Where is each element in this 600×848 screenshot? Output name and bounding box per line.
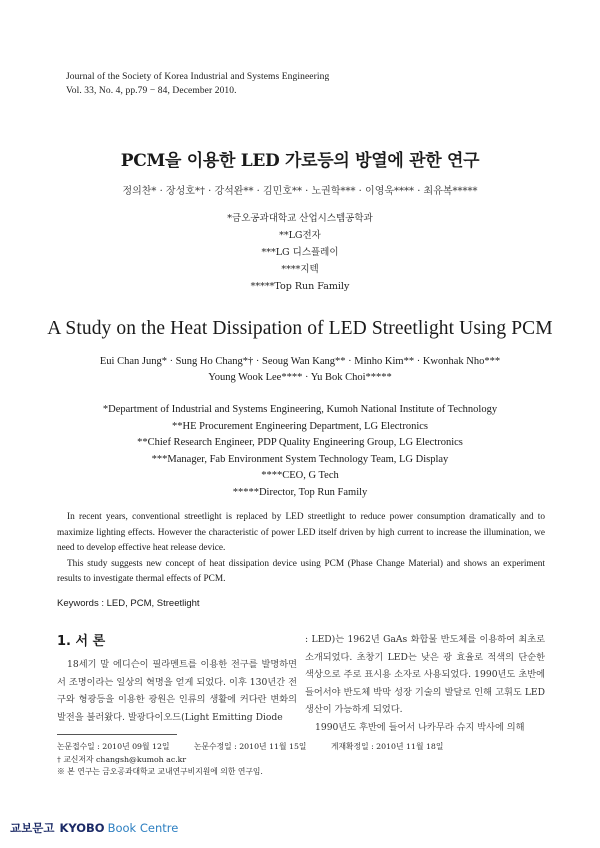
- received-date: 논문접수일 : 2010년 09월 12일: [57, 742, 170, 751]
- logo-kyobo: KYOBO: [59, 821, 105, 835]
- accepted-date: 게재확정일 : 2010년 11월 18일: [330, 742, 444, 751]
- english-affiliation: *****Director, Top Run Family: [232, 486, 368, 498]
- english-authors: [0, 354, 600, 386]
- revised-date: 논문수정일 : 2010년 11월 15일: [193, 742, 307, 751]
- english-affiliation: ***Manager, Fab Environment System Technology Team, LG Display: [151, 453, 449, 465]
- english-title: A Study on the Heat Dissipation of LED Streetlight Using PCM: [47, 318, 553, 339]
- english-affiliation: **HE Procurement Engineering Department, LG Electronics: [172, 420, 428, 432]
- footnotes: [57, 741, 465, 779]
- english-affiliation: ****CEO, G Tech: [261, 470, 339, 481]
- english-affiliations: [0, 402, 600, 501]
- body-paragraph: : LED)는 1962년 GaAs 화합물 반도체를 이용하여 최초로 소개되었다. 초창기 LED는 낮은 광 효율로 적색의 단순한 색상으로 주로 표시용 소자로 사용되었다. 1990년도 초반에 들어서야 반도체 박막 성장 기술의 발달로 인해 고휘도 LED 생산이 가능하게 되었다.: [305, 634, 545, 715]
- english-affiliation: **Chief Research Engineer, PDP Quality Engineering Group, LG Electronics: [137, 437, 463, 448]
- korean-affiliations: [0, 210, 600, 295]
- korean-affiliation: ***LG 디스플레이: [261, 247, 339, 258]
- body-paragraph: 18세기 말 에디슨이 필라멘트를 이용한 전구를 발명하면서 조명이라는 일상의 혁명을 얻게 되었다. 이후 130년간 전구와 형광등을 이용한 광원은 인류의 생활에 커다란 변화의 발전을 불러왔다. 발광다이오드(Light Emitting Diode: [57, 659, 297, 723]
- keywords: [57, 598, 200, 609]
- journal-name: Journal of the Society of Korea Industrial and Systems Engineering: [66, 72, 330, 82]
- publisher-logo: [10, 820, 178, 836]
- korean-affiliation: *금오공과대학교 산업시스템공학과: [227, 213, 373, 224]
- body-column-left: [57, 656, 297, 726]
- english-affiliation: *Department of Industrial and Systems Engineering, Kumoh National Institute of Technology: [102, 404, 498, 415]
- keywords-label: Keywords: [57, 598, 99, 609]
- journal-volume: Vol. 33, No. 4, pp.79 − 84, December 2010.: [66, 86, 237, 96]
- abstract-paragraph: In recent years, conventional streetlight is replaced by LED streetlight to reduce power consumption dramatically and to maximize lighting effects. However the characteristic of power LED itself driven by high current to increase the illumination, we need to develop effective heat release device.: [57, 512, 545, 553]
- abstract-paragraph: This study suggests new concept of heat dissipation device using PCM (Phase Change Material) and shows an experiment results to investigate thermal effects of PCM.: [57, 558, 545, 584]
- logo-korean: 교보문고: [10, 821, 55, 835]
- footnote-divider: [57, 734, 177, 735]
- journal-header: [66, 70, 329, 98]
- section-heading: 1. 서 론: [57, 634, 106, 649]
- korean-title: PCM을 이용한 LED 가로등의 방열에 관한 연구: [120, 151, 480, 171]
- korean-affiliation: **LG전자: [279, 230, 321, 241]
- funding-note: ※ 본 연구는 금오공과대학교 교내연구비지원에 의한 연구임.: [57, 767, 263, 776]
- body-column-right: [305, 631, 545, 736]
- body-paragraph: 1990년도 후반에 들어서 나카무라 슈지 박사에 의해: [315, 721, 525, 733]
- korean-affiliation: *****Top Run Family: [250, 281, 350, 292]
- korean-affiliation: ****지텍: [281, 264, 319, 275]
- keywords-value: : LED, PCM, Streetlight: [101, 598, 200, 609]
- korean-authors: 정의찬* · 장성호*† · 강석완** · 김민호** · 노권학*** · 이영욱**** · 최유복*****: [122, 186, 478, 197]
- corresponding-author: † 교신저자 changsh@kumoh ac.kr: [57, 754, 187, 764]
- english-authors-line: Eui Chan Jung* · Sung Ho Chang*† · Seoug Wan Kang** · Minho Kim** · Kwonhak Nho***: [99, 356, 501, 367]
- english-authors-line: Young Wook Lee**** · Yu Bok Choi*****: [208, 372, 392, 383]
- logo-book-centre: Book Centre: [107, 821, 179, 835]
- abstract: [57, 510, 545, 588]
- submission-dates: [57, 741, 465, 754]
